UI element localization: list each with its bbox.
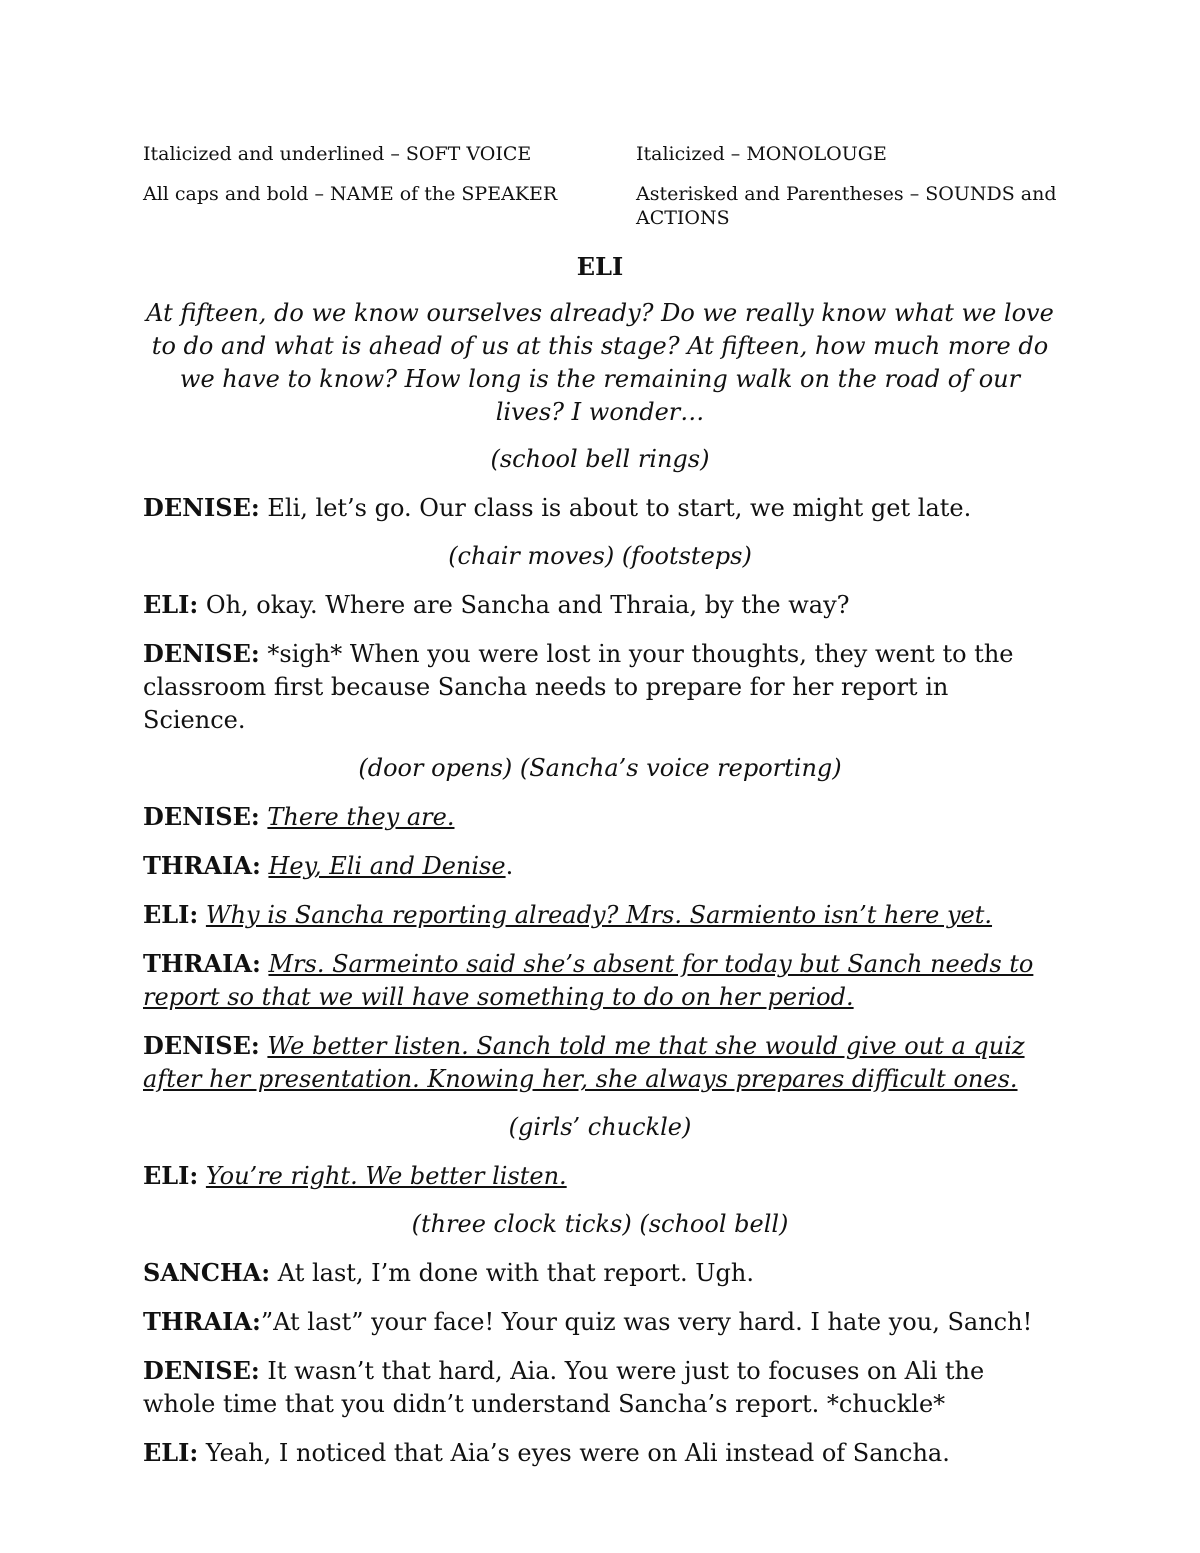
soft-voice-text: We better listen. Sanch told me that she would give out a quiz after her presentation. Knowing her, she always prepares difficult ones. bbox=[143, 1032, 1025, 1093]
speaker-name: THRAIA: bbox=[143, 1307, 261, 1336]
dialogue-text: ”At last” your face! Your quiz was very hard. I hate you, Sanch! bbox=[260, 1308, 1033, 1336]
speaker-name: ELI: bbox=[143, 900, 199, 929]
stage-direction: (chair moves) (footsteps) bbox=[448, 542, 752, 570]
legend-monologue: Italicized – MONOLOUGE bbox=[636, 143, 887, 165]
dialogue-line bbox=[143, 491, 1057, 525]
dialogue-line bbox=[143, 1305, 1057, 1339]
stage-direction: (school bell rings) bbox=[490, 445, 710, 473]
soft-voice-text: There they are. bbox=[267, 803, 455, 831]
dialogue-line bbox=[143, 1256, 1057, 1290]
dialogue-line bbox=[143, 637, 1057, 737]
speaker-name: ELI: bbox=[143, 1161, 199, 1190]
speaker-name: DENISE: bbox=[143, 639, 260, 668]
dialogue-line bbox=[143, 588, 1057, 622]
soft-voice-text: Why is Sancha reporting already? Mrs. Sarmiento isn’t here yet. bbox=[205, 901, 993, 929]
script-body bbox=[143, 250, 1057, 1485]
legend-sounds-actions: Asterisked and Parentheses – SOUNDS and ACTIONS bbox=[636, 183, 1057, 229]
dialogue-text: Oh, okay. Where are Sancha and Thraia, by the way? bbox=[198, 591, 850, 619]
speaker-name: DENISE: bbox=[143, 1356, 260, 1385]
dialogue-line bbox=[143, 1354, 1057, 1421]
legend-soft-voice: Italicized and underlined – SOFT VOICE bbox=[143, 143, 532, 165]
legend-speaker-name: All caps and bold – NAME of the SPEAKER bbox=[143, 183, 558, 205]
stage-direction: (girls’ chuckle) bbox=[508, 1113, 692, 1141]
formatting-legend bbox=[143, 142, 1073, 230]
speaker-name: ELI: bbox=[143, 590, 199, 619]
stage-direction: (three clock ticks) (school bell) bbox=[411, 1210, 789, 1238]
dialogue-line bbox=[143, 898, 1057, 932]
script-title: ELI bbox=[576, 252, 624, 281]
soft-voice-text: You’re right. We better listen. bbox=[205, 1162, 567, 1190]
dialogue-line bbox=[143, 849, 1057, 883]
speaker-name: THRAIA: bbox=[143, 949, 261, 978]
dialogue-text: It wasn’t that hard, Aia. You were just to focuses on Ali the whole time that you didn’t understand Sancha’s report. *chuckle* bbox=[143, 1357, 985, 1418]
speaker-name: DENISE: bbox=[143, 493, 260, 522]
dialogue-line bbox=[143, 800, 1057, 834]
speaker-name: DENISE: bbox=[143, 1031, 260, 1060]
opening-monologue: At fifteen, do we know ourselves already? Do we really know what we love to do and what is ahead of us at this stage? At fifteen, how much more do we have to know? How long is the remaining walk on the road of our lives? I wonder… bbox=[146, 299, 1054, 426]
soft-voice-text: Hey, Eli and Denise bbox=[268, 852, 506, 880]
speaker-name: SANCHA: bbox=[143, 1258, 271, 1287]
dialogue-line bbox=[143, 1159, 1057, 1193]
dialogue-text: Yeah, I noticed that Aia’s eyes were on Ali instead of Sancha. bbox=[198, 1439, 950, 1467]
speaker-name: ELI: bbox=[143, 1438, 199, 1467]
stage-direction: (door opens) (Sancha’s voice reporting) bbox=[358, 754, 842, 782]
soft-voice-text: Mrs. Sarmeinto said she’s absent for today but Sanch needs to report so that we will have something to do on her period. bbox=[143, 950, 1034, 1011]
dialogue-line bbox=[143, 947, 1057, 1014]
dialogue-line bbox=[143, 1436, 1057, 1470]
dialogue-text: At last, I’m done with that report. Ugh. bbox=[270, 1259, 754, 1287]
speaker-name: THRAIA: bbox=[143, 851, 261, 880]
dialogue-line bbox=[143, 1029, 1057, 1096]
speaker-name: DENISE: bbox=[143, 802, 260, 831]
dialogue-text: Eli, let’s go. Our class is about to start, we might get late. bbox=[259, 494, 972, 522]
dialogue-text: *sigh* When you were lost in your thoughts, they went to the classroom first because Sancha needs to prepare for her report in Science. bbox=[143, 640, 1014, 734]
dialogue-punctuation: . bbox=[505, 852, 514, 880]
